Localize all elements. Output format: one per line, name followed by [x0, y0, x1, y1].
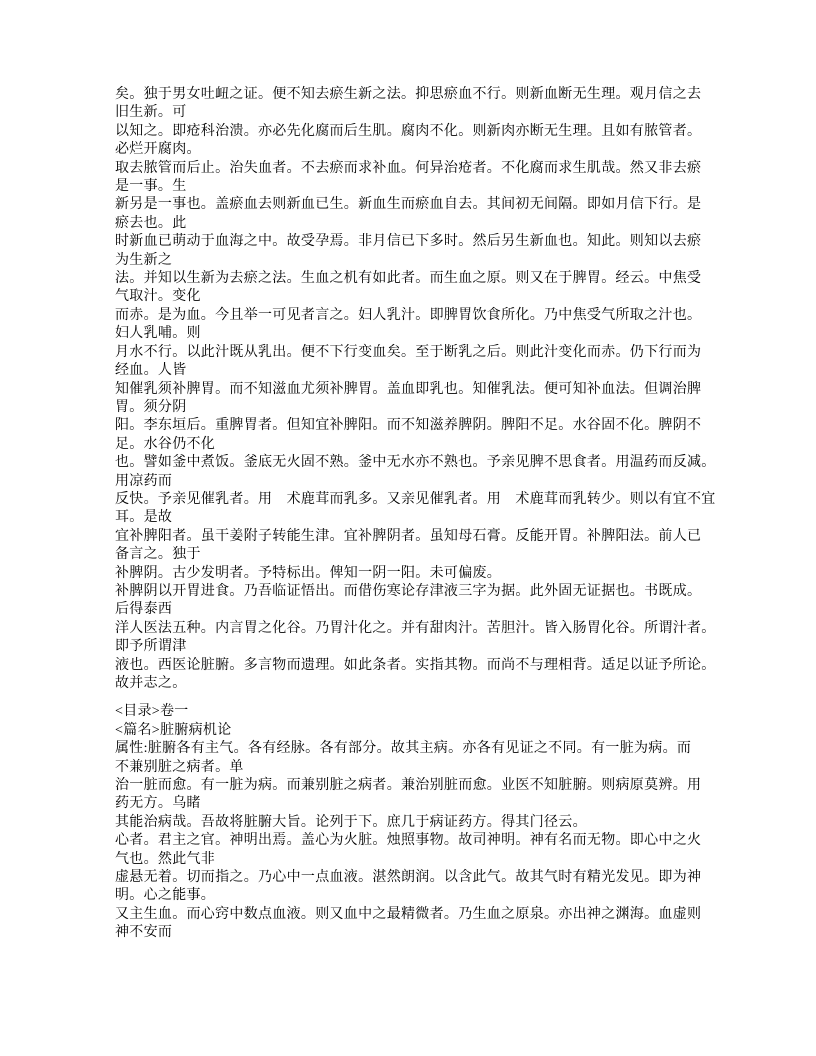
text-line: 而赤。是为血。今且举一可见者言之。妇人乳汁。即脾胃饮食所化。乃中焦受气所取之汁也。 — [115, 307, 702, 323]
text-line: 月水不行。以此汁既从乳出。便不下行变血矣。至于断乳之后。则此汁变化而赤。仍下行而为 — [115, 344, 702, 360]
text-line: 虚悬无着。切而指之。乃心中一点血液。湛然朗润。以含此气。故其气时有精光发见。即为神 — [115, 870, 702, 886]
text-line: 液也。西医论脏腑。多言物而遗理。如此条者。实指其物。而尚不与理相背。适足以证予所论。 — [115, 657, 716, 673]
text-line: 新另是一事也。盖瘀血去则新血已生。新血生而瘀血自去。其间初无间隔。即如月信下行。是 — [115, 197, 702, 213]
text-line: 以知之。即疮科治溃。亦必先化腐而后生肌。腐肉不化。则新肉亦断无生理。且如有脓管者。 — [115, 123, 702, 139]
paragraph-block-2 — [115, 740, 715, 942]
text-line: 补脾阴。古少发明者。予特标出。俾知一阴一阳。未可偏废。 — [115, 565, 502, 581]
text-line: 是一事。生 — [115, 179, 187, 195]
text-line: 瘀去也。此 — [115, 215, 187, 231]
text-line: 又主生血。而心窍中数点血液。则又血中之最精微者。乃生血之原泉。亦出神之渊海。血虚则 — [115, 906, 702, 922]
text-line: 属性:脏腑各有主气。各有经脉。各有部分。故其主病。亦各有见证之不同。有一脏为病。而 — [115, 741, 692, 757]
text-line: 耳。是故 — [115, 510, 173, 526]
text-line: 备言之。独于 — [115, 547, 201, 563]
text-line: 明。心之能事。 — [115, 888, 216, 904]
text-line: 即予所谓津 — [115, 639, 187, 655]
text-line: 旧生新。可 — [115, 105, 187, 121]
text-line: 阳。李东垣后。重脾胃者。但知宜补脾阳。而不知滋养脾阴。脾阳不足。水谷固不化。脾阴不 — [115, 418, 702, 434]
text-line: 神不安而 — [115, 925, 173, 941]
chapter-title-line: <篇名>脏腑病机论 — [115, 722, 232, 738]
text-line: 法。并知以生新为去瘀之法。生血之机有如此者。而生血之原。则又在于脾胃。经云。中焦受 — [115, 271, 702, 287]
text-line: 心者。君主之官。神明出焉。盖心为火脏。烛照事物。故司神明。神有名而无物。即心中之火 — [115, 833, 702, 849]
paragraph-block-1 — [115, 86, 715, 693]
section-header — [115, 703, 715, 740]
text-line: 后得泰西 — [115, 602, 173, 618]
text-line: 其能治病哉。吾故将脏腑大旨。论列于下。庶几于病证药方。得其门径云。 — [115, 814, 587, 830]
text-line: 气取汁。变化 — [115, 289, 201, 305]
text-line: 不兼别脏之病者。单 — [115, 759, 244, 775]
text-line: 取去脓管而后止。治失血者。不去瘀而求补血。何异治疮者。不化腐而求生肌哉。然又非去瘀 — [115, 160, 702, 176]
text-line: 矣。独于男女吐衄之证。便不知去瘀生新之法。抑思瘀血不行。则新血断无生理。观月信之去 — [115, 87, 702, 102]
text-line: 洋人医法五种。内言胃之化谷。乃胃汁化之。并有甜肉汁。苦胆汁。皆入肠胃化谷。所谓汁者。 — [115, 620, 716, 636]
text-line: 时新血已萌动于血海之中。故受孕焉。非月信已下多时。然后另生新血也。知此。则知以去瘀 — [115, 234, 702, 250]
text-content — [115, 86, 715, 943]
text-line: 足。水谷仍不化 — [115, 436, 216, 452]
text-line: 知催乳须补脾胃。而不知滋血尤须补脾胃。盖血即乳也。知催乳法。便可知补血法。但调治脾 — [115, 381, 702, 397]
text-line: 妇人乳哺。则 — [115, 326, 201, 342]
text-line: 必烂开腐肉。 — [115, 142, 201, 158]
text-line: 宜补脾阳者。虽干姜附子转能生津。宜补脾阴者。虽知母石膏。反能开胃。补脾阳法。前人已 — [115, 528, 702, 544]
text-line: 也。譬如釜中煮饭。釜底无火固不熟。釜中无水亦不熟也。予亲见脾不思食者。用温药而反减。 — [115, 455, 716, 471]
toc-line: <目录>卷一 — [115, 704, 189, 720]
text-line: 反快。予亲见催乳者。用 术鹿茸而乳多。又亲见催乳者。用 术鹿茸而乳转少。则以有宜不宜 — [115, 491, 716, 507]
text-line: 气也。然此气非 — [115, 851, 216, 867]
text-line: 胃。须分阴 — [115, 399, 187, 415]
text-line: 药无方。乌睹 — [115, 796, 201, 812]
text-line: 补脾阴以开胃进食。乃吾临证悟出。而借伤寒论存津液三字为据。此外固无证据也。书既成。 — [115, 583, 702, 599]
text-line: 用凉药而 — [115, 473, 173, 489]
text-line: 为生新之 — [115, 252, 173, 268]
text-line: 经血。人皆 — [115, 363, 187, 379]
text-line: 故并志之。 — [115, 676, 187, 691]
text-line: 治一脏而愈。有一脏为病。而兼别脏之病者。兼治别脏而愈。业医不知脏腑。则病原莫辨。用 — [115, 778, 702, 794]
